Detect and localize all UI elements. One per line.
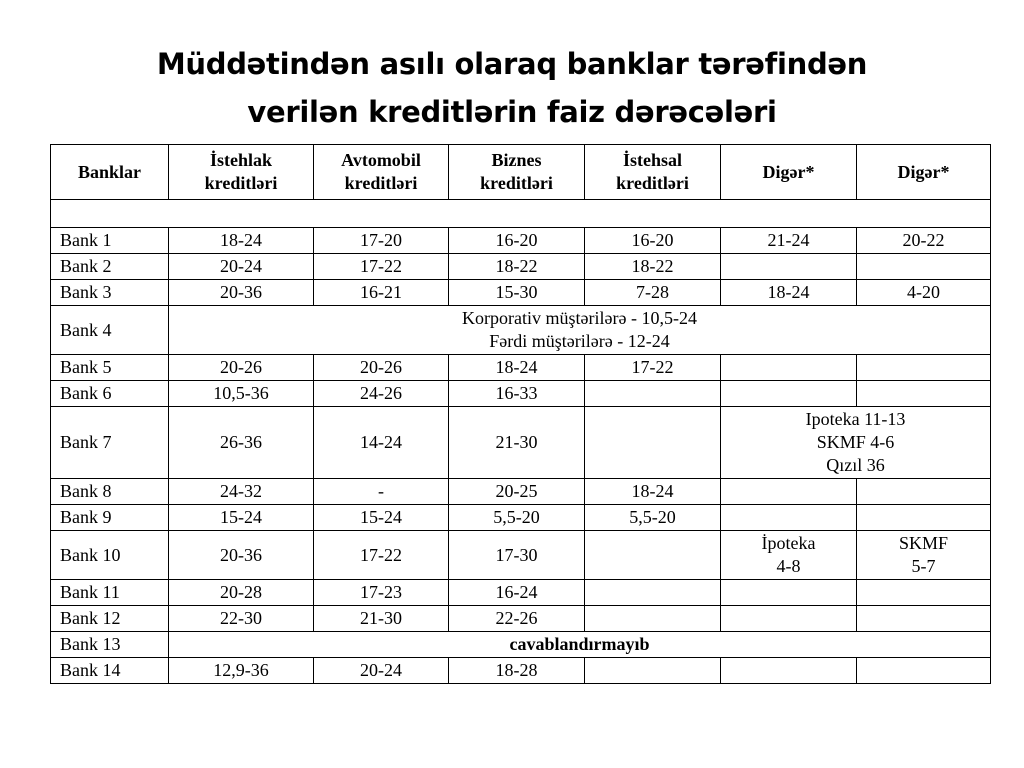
table-cell: 20-24	[169, 254, 314, 280]
table-cell	[585, 407, 721, 479]
table-cell: 5,5-20	[449, 505, 585, 531]
spacer-cell	[51, 200, 991, 228]
table-cell	[721, 254, 857, 280]
table-cell: 18-24	[585, 479, 721, 505]
header-cell: Digər*	[857, 145, 991, 200]
table-cell	[857, 606, 991, 632]
bank-name: Bank 8	[51, 479, 169, 505]
table-cell: 20-25	[449, 479, 585, 505]
bank-name: Bank 1	[51, 228, 169, 254]
table-cell: İpoteka 4-8	[721, 531, 857, 580]
table-cell	[721, 505, 857, 531]
table-cell: 7-28	[585, 280, 721, 306]
table-cell: 20-26	[169, 355, 314, 381]
table-cell: 16-20	[585, 228, 721, 254]
bank-name: Bank 12	[51, 606, 169, 632]
table-cell: 10,5-36	[169, 381, 314, 407]
table-row	[51, 407, 991, 479]
table-cell: -	[314, 479, 449, 505]
table-cell	[721, 580, 857, 606]
table-cell: 5,5-20	[585, 505, 721, 531]
table-cell: 20-36	[169, 531, 314, 580]
table-cell: 24-26	[314, 381, 449, 407]
table-row	[51, 658, 991, 684]
table-cell: 20-22	[857, 228, 991, 254]
header-cell: İstehlak kreditləri	[169, 145, 314, 200]
bank-name: Bank 3	[51, 280, 169, 306]
table-cell: 20-26	[314, 355, 449, 381]
table-cell	[721, 381, 857, 407]
bank-name: Bank 5	[51, 355, 169, 381]
table-cell: 17-22	[314, 531, 449, 580]
table-cell: 20-24	[314, 658, 449, 684]
table-cell: 4-20	[857, 280, 991, 306]
table-row	[51, 280, 991, 306]
table-cell: 17-22	[314, 254, 449, 280]
table-row	[51, 228, 991, 254]
table-cell: 26-36	[169, 407, 314, 479]
table-cell: 18-28	[449, 658, 585, 684]
table-cell	[857, 381, 991, 407]
table-cell	[721, 658, 857, 684]
header-cell: Biznes kreditləri	[449, 145, 585, 200]
credit-rates-table	[50, 144, 991, 684]
bank-name: Bank 14	[51, 658, 169, 684]
bank-name: Bank 10	[51, 531, 169, 580]
merged-cell: Korporativ müştərilərə - 10,5-24 Fərdi müştərilərə - 12-24	[169, 306, 991, 355]
table-cell: 21-30	[314, 606, 449, 632]
table-cell: 16-33	[449, 381, 585, 407]
table-cell: 17-30	[449, 531, 585, 580]
table-cell: 17-23	[314, 580, 449, 606]
table-cell	[857, 254, 991, 280]
table-cell: 16-21	[314, 280, 449, 306]
bank-name: Bank 6	[51, 381, 169, 407]
bank-name: Bank 4	[51, 306, 169, 355]
table-row	[51, 355, 991, 381]
merged-cell: Ipoteka 11-13 SKMF 4-6 Qızıl 36	[721, 407, 991, 479]
spacer-row	[51, 200, 991, 228]
table-cell	[721, 355, 857, 381]
table-cell: 18-22	[449, 254, 585, 280]
table-cell	[721, 479, 857, 505]
table-cell: 18-24	[721, 280, 857, 306]
table-cell	[585, 580, 721, 606]
table-cell	[585, 381, 721, 407]
bank-name: Bank 13	[51, 632, 169, 658]
table-cell	[857, 580, 991, 606]
bank-name: Bank 7	[51, 407, 169, 479]
table-cell: 18-22	[585, 254, 721, 280]
table-row	[51, 254, 991, 280]
table-row	[51, 632, 991, 658]
header-cell: Banklar	[51, 145, 169, 200]
table-cell: 17-20	[314, 228, 449, 254]
table-cell: 16-24	[449, 580, 585, 606]
table-cell	[585, 658, 721, 684]
table-cell	[857, 355, 991, 381]
table-cell	[857, 479, 991, 505]
table-cell: 15-24	[169, 505, 314, 531]
table-cell: 12,9-36	[169, 658, 314, 684]
table-cell	[857, 658, 991, 684]
table-cell: 14-24	[314, 407, 449, 479]
table-row	[51, 505, 991, 531]
table-cell: 21-24	[721, 228, 857, 254]
table-cell: SKMF 5-7	[857, 531, 991, 580]
table-cell: 17-22	[585, 355, 721, 381]
merged-cell: cavablandırmayıb	[169, 632, 991, 658]
page-title	[0, 40, 1024, 136]
table-cell: 18-24	[449, 355, 585, 381]
table-row	[51, 381, 991, 407]
table-cell	[585, 531, 721, 580]
bank-name: Bank 9	[51, 505, 169, 531]
table-row	[51, 531, 991, 580]
table-row	[51, 580, 991, 606]
header-cell: İstehsal kreditləri	[585, 145, 721, 200]
table-row	[51, 306, 991, 355]
table-cell: 16-20	[449, 228, 585, 254]
table-cell	[721, 606, 857, 632]
header-cell: Digər*	[721, 145, 857, 200]
table-cell: 20-36	[169, 280, 314, 306]
table-cell: 18-24	[169, 228, 314, 254]
bank-name: Bank 11	[51, 580, 169, 606]
table-cell: 22-30	[169, 606, 314, 632]
table-cell: 15-24	[314, 505, 449, 531]
table-cell	[857, 505, 991, 531]
table-cell: 20-28	[169, 580, 314, 606]
table-cell: 15-30	[449, 280, 585, 306]
table-cell: 24-32	[169, 479, 314, 505]
table-row	[51, 606, 991, 632]
title-line-2: verilən kreditlərin faiz dərəcələri	[247, 95, 777, 129]
table-cell	[585, 606, 721, 632]
header-cell: Avtomobil kreditləri	[314, 145, 449, 200]
header-row	[51, 145, 991, 200]
table-cell: 21-30	[449, 407, 585, 479]
table-cell: 22-26	[449, 606, 585, 632]
bank-name: Bank 2	[51, 254, 169, 280]
table-row	[51, 479, 991, 505]
title-line-1: Müddətindən asılı olaraq banklar tərəfindən	[156, 47, 868, 81]
